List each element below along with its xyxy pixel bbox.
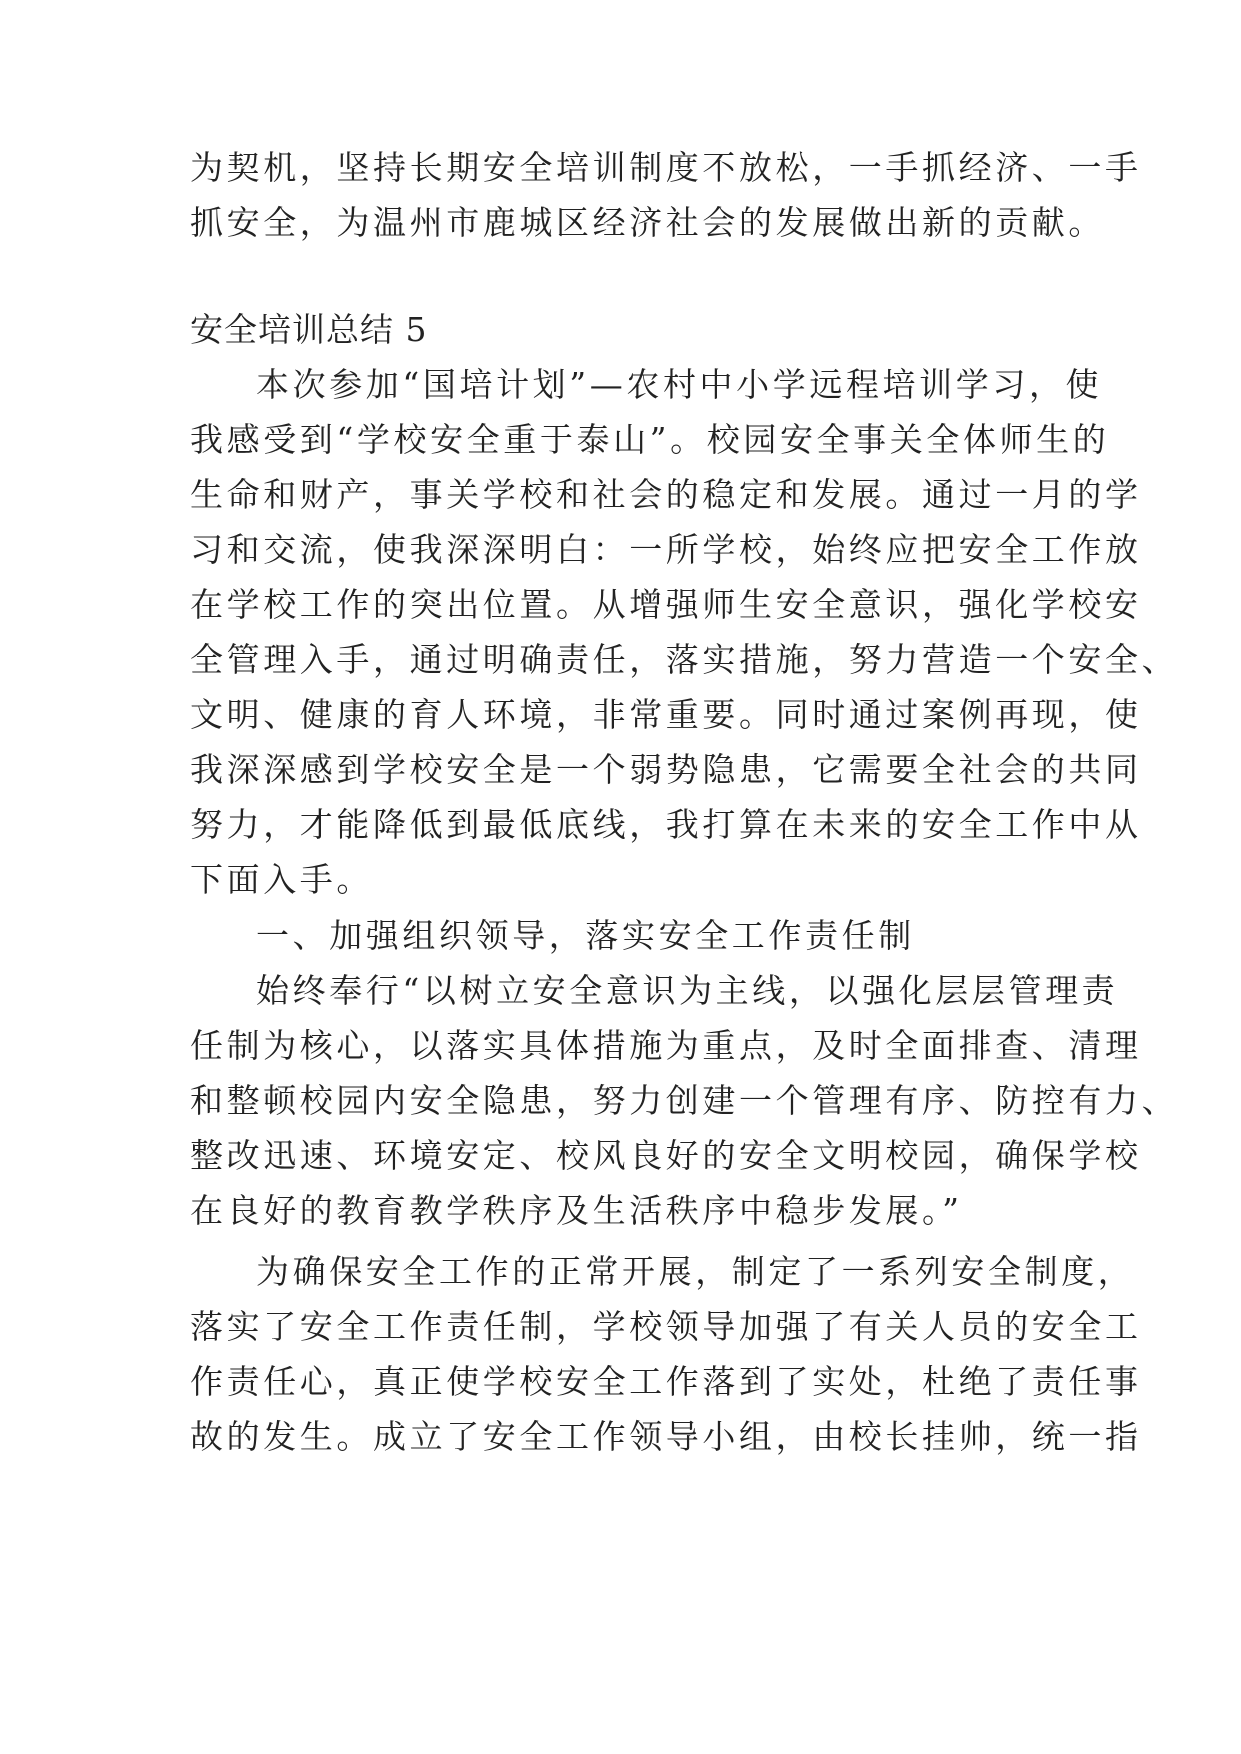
body-text-line: 整改迅速、环境安定、校风良好的安全文明校园，确保学校 (190, 1136, 1142, 1175)
body-text-line: 在学校工作的突出位置。从增强师生安全意识，强化学校安 (190, 585, 1142, 624)
subsection-heading: 一、加强组织领导，落实安全工作责任制 (256, 916, 915, 955)
paragraph-first-line: 始终奉行“以树立安全意识为主线，以强化层层管理责 (256, 971, 1119, 1010)
body-text-line: 抓安全，为温州市鹿城区经济社会的发展做出新的贡献。 (190, 203, 1105, 242)
body-text-line: 文明、健康的育人环境，非常重要。同时通过案例再现，使 (190, 695, 1142, 734)
body-text-line: 习和交流，使我深深明白：一所学校，始终应把安全工作放 (190, 530, 1142, 569)
body-text-line: 作责任心，真正使学校安全工作落到了实处，杜绝了责任事 (190, 1362, 1142, 1401)
body-text-line: 下面入手。 (190, 860, 373, 899)
body-text-line: 在良好的教育教学秩序及生活秩序中稳步发展。” (190, 1191, 963, 1230)
body-text-line: 我深深感到学校安全是一个弱势隐患，它需要全社会的共同 (190, 750, 1142, 789)
body-text-line: 我感受到“学校安全重于泰山”。校园安全事关全体师生的 (190, 420, 1110, 459)
body-text-line: 全管理入手，通过明确责任，落实措施，努力营造一个安全、 (190, 640, 1179, 679)
section-heading: 安全培训总结 5 (190, 310, 428, 349)
body-text-line: 落实了安全工作责任制，学校领导加强了有关人员的安全工 (190, 1307, 1142, 1346)
paragraph-first-line: 本次参加“国培计划”—农村中小学远程培训学习，使 (256, 365, 1103, 404)
paragraph-first-line: 为确保安全工作的正常开展，制定了一系列安全制度， (256, 1252, 1135, 1291)
body-text-line: 为契机，坚持长期安全培训制度不放松，一手抓经济、一手 (190, 148, 1142, 187)
body-text-line: 故的发生。成立了安全工作领导小组，由校长挂帅，统一指 (190, 1417, 1142, 1456)
body-text-line: 生命和财产，事关学校和社会的稳定和发展。通过一月的学 (190, 475, 1142, 514)
body-text-line: 努力，才能降低到最低底线，我打算在未来的安全工作中从 (190, 805, 1142, 844)
body-text-line: 和整顿校园内安全隐患，努力创建一个管理有序、防控有力、 (190, 1081, 1179, 1120)
body-text-line: 任制为核心，以落实具体措施为重点，及时全面排查、清理 (190, 1026, 1142, 1065)
